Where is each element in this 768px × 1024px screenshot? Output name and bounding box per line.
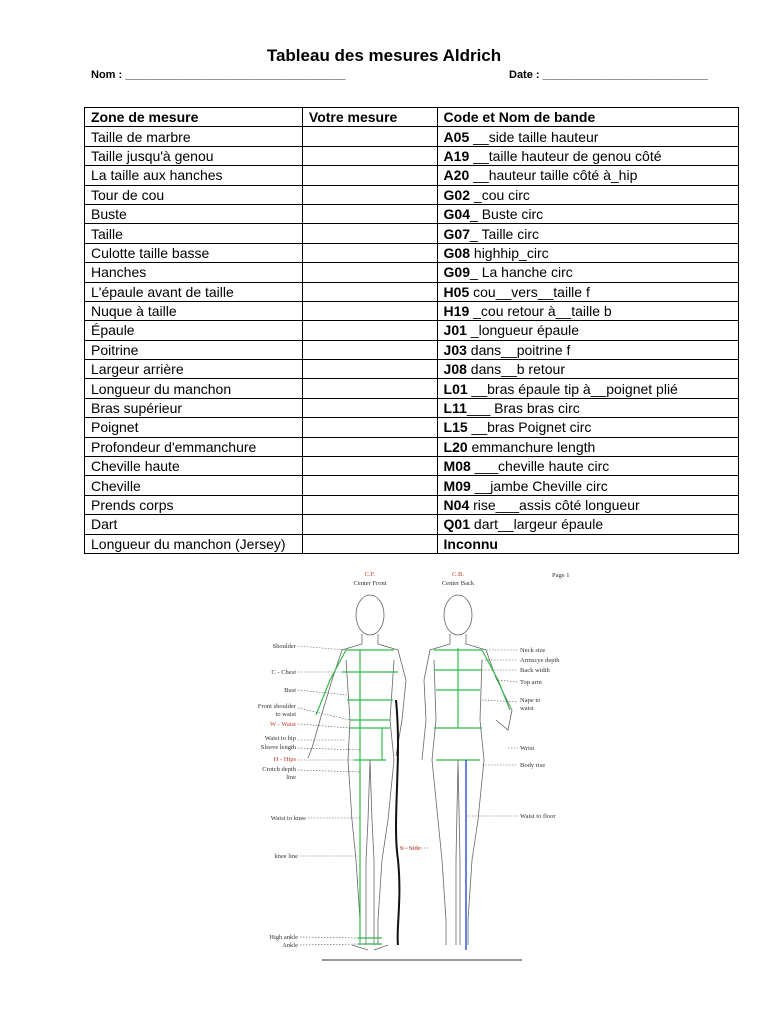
code-cell <box>437 340 738 359</box>
code-cell <box>437 457 738 476</box>
left-label: Waist to knee <box>270 815 306 822</box>
band-code: Q01 <box>443 516 471 533</box>
mesure-input-cell[interactable] <box>302 495 437 514</box>
band-code: G08 <box>443 244 471 261</box>
band-name: __bras Poignet circ <box>467 419 592 436</box>
zone-cell: Largeur arrière <box>85 360 303 379</box>
table-row <box>85 243 739 262</box>
left-label: H - Hips <box>273 756 296 763</box>
right-label: Body rise <box>520 762 546 769</box>
band-name: _ Buste circ <box>470 206 544 223</box>
band-name: highhip_circ <box>470 244 549 261</box>
code-cell <box>437 495 738 514</box>
band-code: L20 <box>443 438 468 455</box>
mesure-input-cell[interactable] <box>302 185 437 204</box>
table-row <box>85 437 739 456</box>
table-row <box>85 224 739 243</box>
left-label: Front shoulder <box>257 703 296 710</box>
mesure-input-cell[interactable] <box>302 534 437 553</box>
table-row <box>85 340 739 359</box>
column-header-zone: Zone de mesure <box>85 108 303 127</box>
mesure-input-cell[interactable] <box>302 340 437 359</box>
table-row <box>85 166 739 185</box>
mesure-input-cell[interactable] <box>302 379 437 398</box>
band-code: A05 <box>443 128 470 145</box>
back-figure <box>422 595 512 945</box>
band-code: G04 <box>443 206 471 223</box>
table-row <box>85 534 739 553</box>
zone-cell: Hanches <box>85 263 303 282</box>
band-name: cou__vers__taille f <box>469 283 590 300</box>
measurement-figure-svg <box>250 560 590 970</box>
mesure-input-cell[interactable] <box>302 457 437 476</box>
code-cell <box>437 534 738 553</box>
side-label: S - Side <box>400 845 421 852</box>
band-name: dart__largeur épaule <box>470 516 604 533</box>
table-row <box>85 301 739 320</box>
zone-cell: Prends corps <box>85 495 303 514</box>
left-label: C - Chest <box>271 669 296 676</box>
zone-cell: Culotte taille basse <box>85 243 303 262</box>
back-measure-lines <box>434 648 510 760</box>
page-number: Page 1 <box>552 572 570 579</box>
zone-cell: Dart <box>85 515 303 534</box>
right-label: Waist to floor <box>520 813 556 820</box>
table-row <box>85 360 739 379</box>
mesure-input-cell[interactable] <box>302 301 437 320</box>
zone-cell: Nuque à taille <box>85 301 303 320</box>
mesure-input-cell[interactable] <box>302 398 437 417</box>
left-label: knee line <box>274 853 298 860</box>
band-name: _cou retour à__taille b <box>469 303 612 320</box>
right-labels <box>520 647 560 820</box>
column-header-code: Code et Nom de bande <box>437 108 738 127</box>
zone-cell: L'épaule avant de taille <box>85 282 303 301</box>
band-name: __hauteur taille côté à_hip <box>469 167 638 184</box>
zone-cell: Taille jusqu'à genou <box>85 146 303 165</box>
table-row <box>85 476 739 495</box>
left-label: W - Waist <box>270 721 296 728</box>
right-label: Top arm <box>520 679 542 686</box>
mesure-input-cell[interactable] <box>302 204 437 223</box>
band-name: rise___assis côté longueur <box>469 497 640 513</box>
code-cell <box>437 243 738 262</box>
front-code: C.F. <box>364 571 376 578</box>
code-cell <box>437 263 738 282</box>
zone-cell: Bras supérieur <box>85 398 303 417</box>
band-name: __bras épaule tip à__poignet plié <box>467 380 678 397</box>
band-name: dans__poitrine f <box>466 341 571 358</box>
code-cell <box>437 360 738 379</box>
band-name: ___cheville haute circ <box>470 458 610 475</box>
band-code: L15 <box>443 419 468 436</box>
leader-lines <box>298 646 518 945</box>
code-cell <box>437 224 738 243</box>
table-row <box>85 127 739 146</box>
mesure-input-cell[interactable] <box>302 476 437 495</box>
left-label: Ankle <box>282 942 298 949</box>
left-label: to waist <box>275 711 296 718</box>
left-label: Crotch depth <box>262 766 296 773</box>
band-code: J01 <box>443 322 467 339</box>
band-code: Inconnu <box>443 535 498 552</box>
mesure-input-cell[interactable] <box>302 515 437 534</box>
code-cell <box>437 476 738 495</box>
back-title: Center Back <box>441 580 475 587</box>
code-cell <box>437 282 738 301</box>
band-code: M09 <box>443 477 471 494</box>
right-label: Neck size <box>520 647 546 654</box>
band-code: G09 <box>443 264 471 281</box>
table-row <box>85 282 739 301</box>
table-row <box>85 263 739 282</box>
table-row <box>85 204 739 223</box>
band-code: M08 <box>443 458 471 475</box>
code-cell <box>437 515 738 534</box>
zone-cell: Cheville <box>85 476 303 495</box>
left-label: Waist to hip <box>264 735 296 742</box>
code-cell <box>437 379 738 398</box>
band-name: __taille hauteur de genou côté <box>469 147 662 164</box>
table-header-row <box>85 108 739 127</box>
mesure-input-cell[interactable] <box>302 360 437 379</box>
table-row <box>85 321 739 340</box>
left-label: Shoulder <box>272 643 296 650</box>
code-cell <box>437 418 738 437</box>
band-name: _ La hanche circ <box>470 264 573 281</box>
zone-cell: Longueur du manchon (Jersey) <box>85 534 303 553</box>
zone-cell: Taille <box>85 224 303 243</box>
mesure-input-cell[interactable] <box>302 127 437 146</box>
table-row <box>85 418 739 437</box>
band-code: G02 <box>443 186 471 203</box>
band-code: J03 <box>443 341 467 358</box>
left-label: Bust <box>284 687 296 694</box>
band-name: dans__b retour <box>466 361 565 378</box>
zone-cell: Cheville haute <box>85 457 303 476</box>
code-cell <box>437 146 738 165</box>
left-label: line <box>286 774 296 781</box>
band-code: N04 <box>443 497 470 513</box>
table-row <box>85 379 739 398</box>
mesure-input-cell[interactable] <box>302 146 437 165</box>
zone-cell: Épaule <box>85 321 303 340</box>
band-code: A19 <box>443 147 470 164</box>
band-name: _longueur épaule <box>466 322 580 339</box>
zone-cell: Profondeur d'emmanchure <box>85 437 303 456</box>
mesure-input-cell[interactable] <box>302 166 437 185</box>
code-cell <box>437 321 738 340</box>
band-name: __jambe Cheville circ <box>470 477 608 494</box>
mesure-input-cell[interactable] <box>302 418 437 437</box>
band-code: H19 <box>443 303 470 320</box>
column-header-mesure: Votre mesure <box>302 108 437 127</box>
nom-field[interactable]: Nom : ____________________________________ <box>91 69 346 81</box>
code-cell <box>437 166 738 185</box>
band-code: A20 <box>443 167 470 184</box>
code-cell <box>437 437 738 456</box>
band-code: G07 <box>443 225 471 242</box>
band-code: J08 <box>443 361 467 378</box>
right-label: Back width <box>520 667 550 674</box>
front-measure-lines <box>316 650 398 944</box>
zone-cell: La taille aux hanches <box>85 166 303 185</box>
band-code: L01 <box>443 380 468 397</box>
mesure-input-cell[interactable] <box>302 321 437 340</box>
back-code: C.B. <box>452 571 464 578</box>
table-row <box>85 495 739 514</box>
right-label: Armscye depth <box>520 657 560 664</box>
code-cell <box>437 204 738 223</box>
band-name: ___ Bras bras circ <box>466 400 580 417</box>
page-title: Tableau des mesures Aldrich <box>266 46 502 65</box>
mesure-input-cell[interactable] <box>302 437 437 456</box>
mesure-input-cell[interactable] <box>302 282 437 301</box>
mesure-input-cell[interactable] <box>302 224 437 243</box>
zone-cell: Longueur du manchon <box>85 379 303 398</box>
zone-cell: Taille de marbre <box>85 127 303 146</box>
table-row <box>85 146 739 165</box>
mesure-input-cell[interactable] <box>302 243 437 262</box>
mesure-input-cell[interactable] <box>302 263 437 282</box>
table-row <box>85 398 739 417</box>
zone-cell: Buste <box>85 204 303 223</box>
body-measurement-diagram <box>250 560 590 970</box>
table-row <box>85 515 739 534</box>
front-title: Center Front <box>353 580 387 587</box>
band-name: __side taille hauteur <box>469 128 599 145</box>
code-cell <box>437 185 738 204</box>
zone-cell: Poitrine <box>85 340 303 359</box>
table-row <box>85 457 739 476</box>
left-labels <box>258 643 306 949</box>
code-cell <box>437 127 738 146</box>
code-cell <box>437 301 738 320</box>
right-label: waist <box>520 705 534 712</box>
right-label: Nape to <box>520 697 541 704</box>
zone-cell: Poignet <box>85 418 303 437</box>
band-code: H05 <box>443 283 470 300</box>
right-label: Wrist <box>520 745 535 752</box>
date-field[interactable]: Date : ___________________________ <box>509 69 708 81</box>
zone-cell: Tour de cou <box>85 185 303 204</box>
measurements-table <box>84 107 739 554</box>
band-code: L11 <box>443 400 467 417</box>
left-label: High ankle <box>269 934 298 941</box>
band-name: _ Taille circ <box>470 225 540 242</box>
band-name: emmanchure length <box>467 438 596 455</box>
code-cell <box>437 398 738 417</box>
left-label: Sleeve length <box>260 744 296 751</box>
table-row <box>85 185 739 204</box>
band-name: _cou circ <box>470 186 530 203</box>
